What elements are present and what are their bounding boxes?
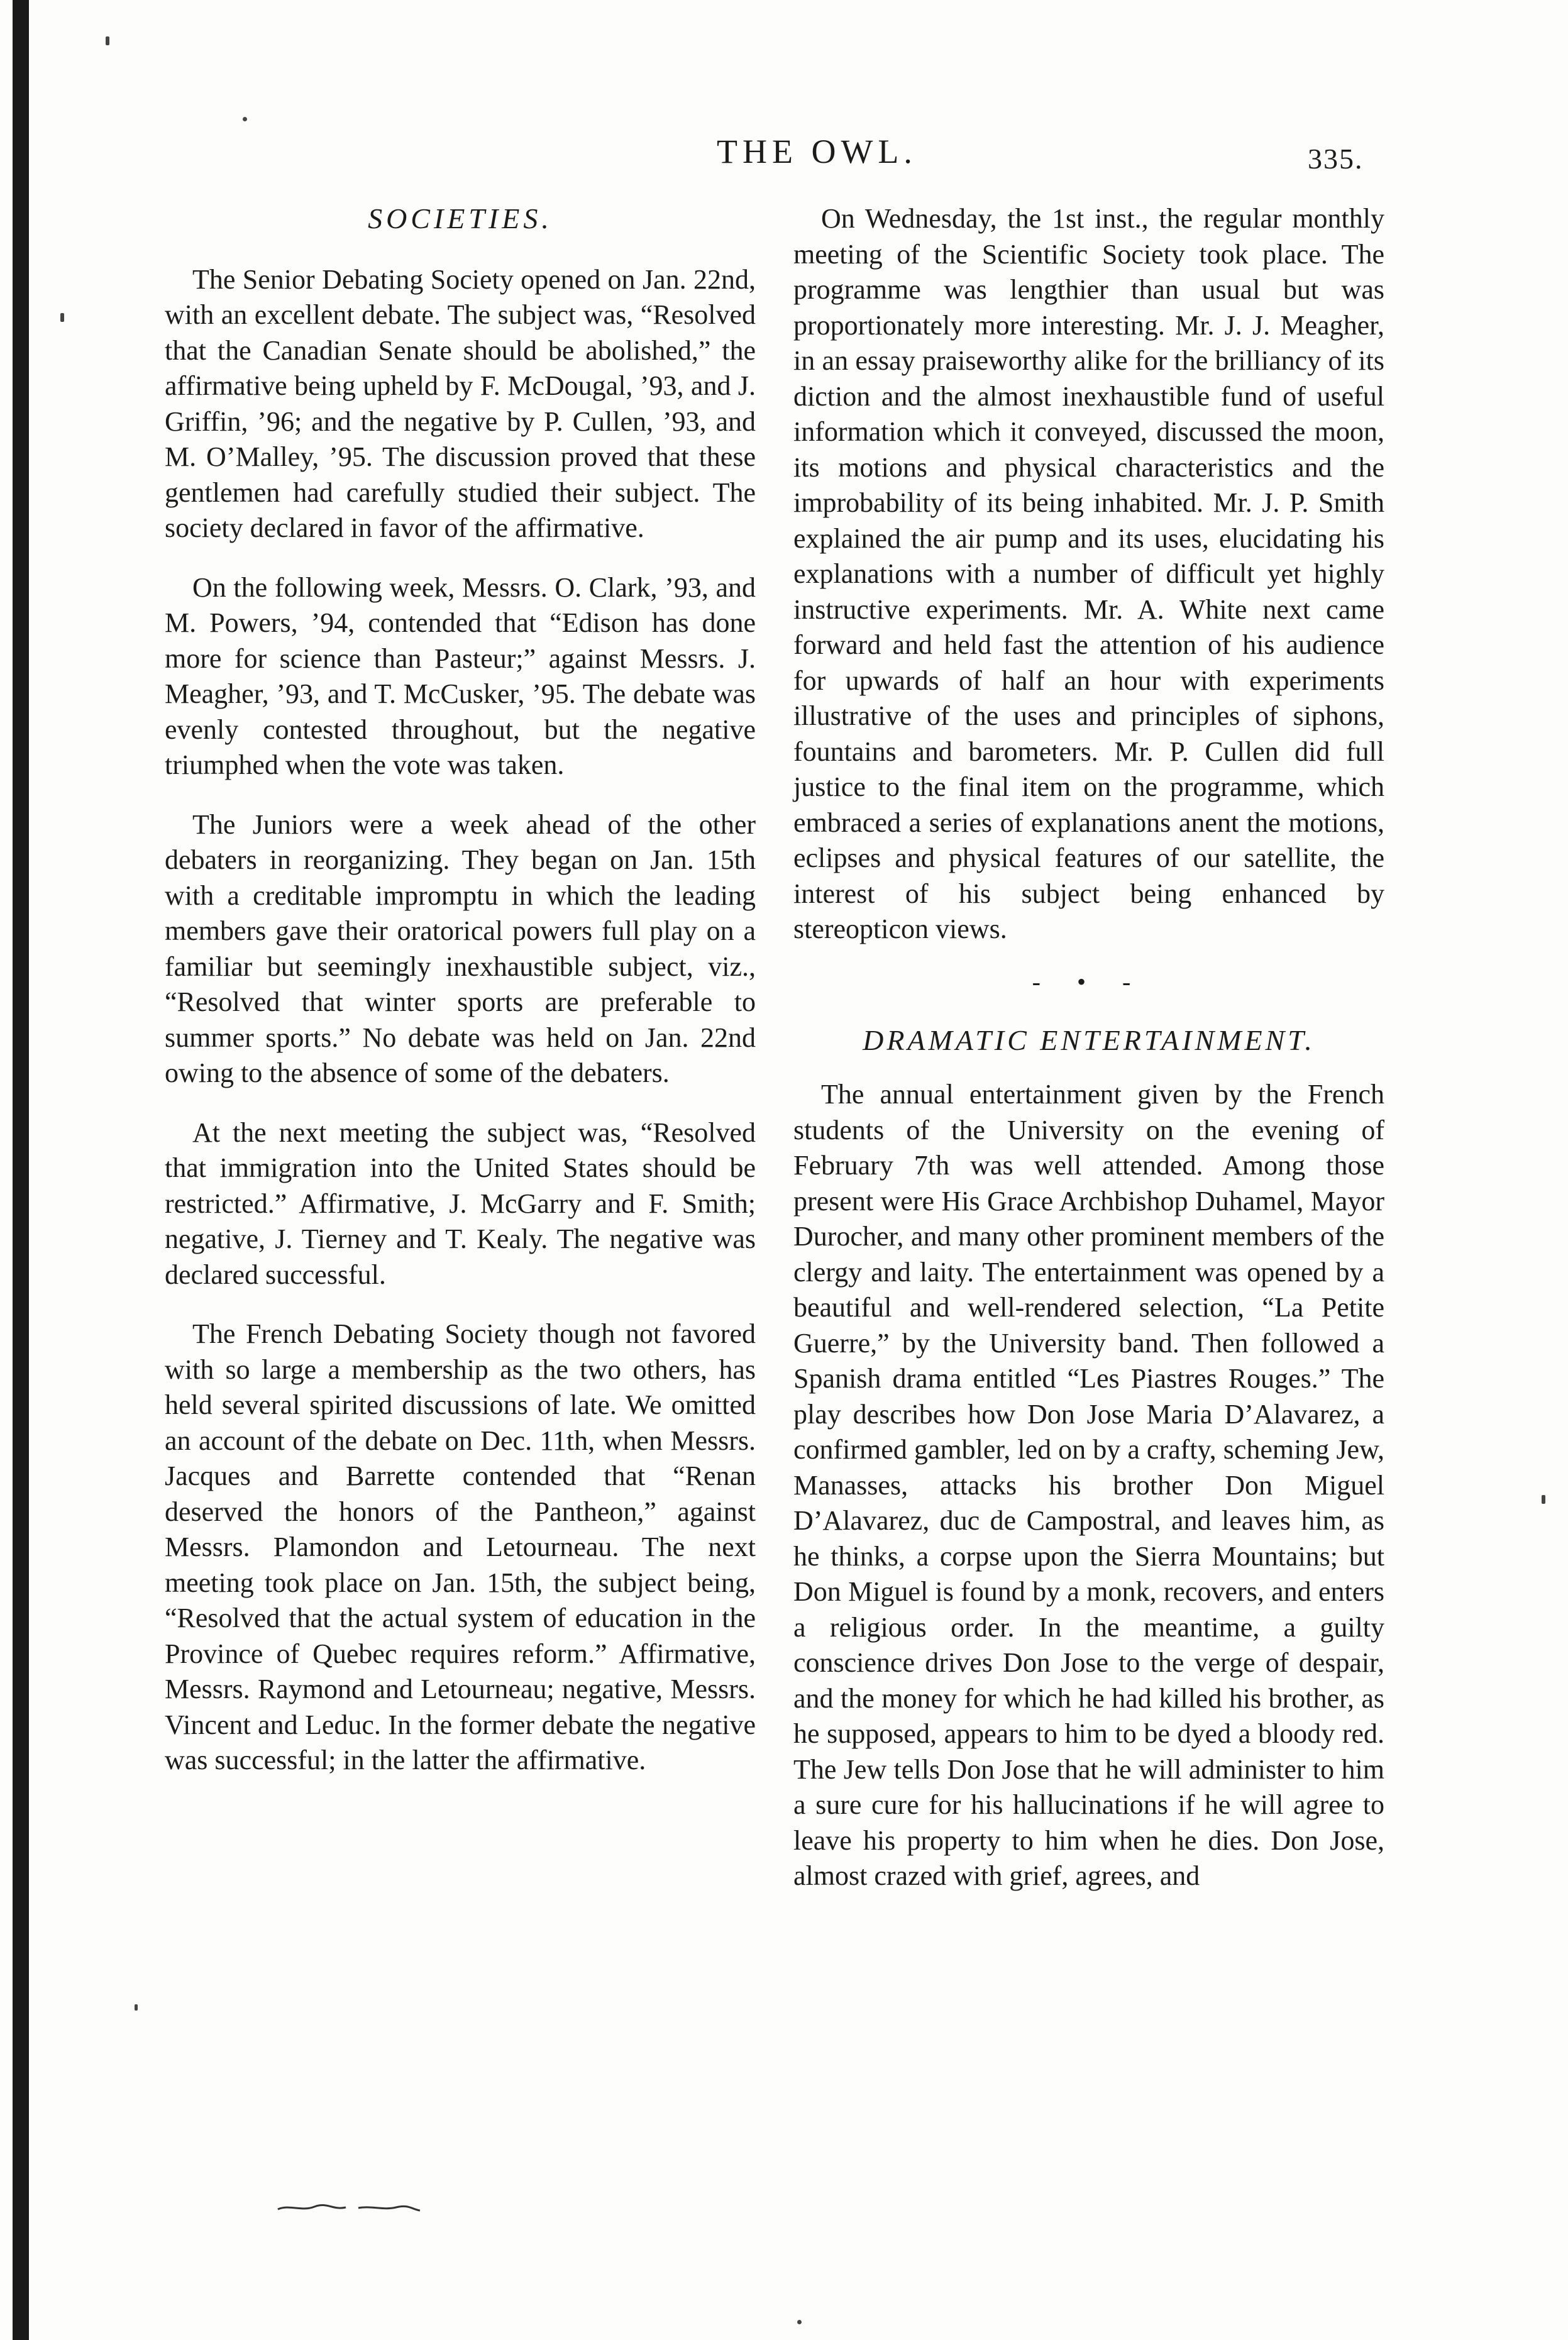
scan-speck — [243, 117, 247, 121]
scan-speck — [797, 2320, 802, 2324]
scan-speck — [1542, 1495, 1545, 1504]
scan-ink-smudge — [277, 2202, 421, 2214]
right-column — [793, 201, 1384, 1918]
page-number: 335. — [1308, 143, 1364, 175]
scan-speck — [135, 2004, 138, 2011]
scan-binding-edge — [13, 0, 29, 2340]
left-column — [165, 201, 756, 1802]
section-title-dramatic-entertainment: DRAMATIC ENTERTAINMENT. — [863, 1024, 1315, 1056]
article-paragraph: The French Debating Society though not favored with so large a membership as the two others, has held several spirited discussions of late. We omitted an account of the debate on Dec. 11th, when Messrs. Jacques and Barrette contended that “Renan deserved the honors of the Pantheon,” against Messrs. Plamondon and Letourneau. The next meeting took place on Jan. 15th, the subject being, “Resolved that the actual system of education in the Province of Quebec requires reform.” Affirmative, Messrs. Raymond and Letourneau; negative, Messrs. Vincent and Leduc. In the former debate the negative was successful; in the latter the affirmative. — [165, 1318, 756, 1775]
article-paragraph: The annual entertainment given by the French students of the University on the evening of February 7th was well attended. Among those present were His Grace Archbishop Duhamel, Mayor Durocher, and many other prominent members of the clergy and laity. The entertainment was opened by a beautiful and well-rendered selection, “La Petite Guerre,” by the University band. Then followed a Spanish drama entitled “Les Piastres Rouges.” The play describes how Don Jose Maria D’Alavarez, a confirmed gambler, led on by a crafty, scheming Jew, Manasses, attacks his brother Don Miguel D’Alavarez, duc de Campostral, and leaves him, as he thinks, a corpse upon the Sierra Mountains; but Don Miguel is found by a monk, recovers, and enters a religious order. In the meantime, a guilty conscience drives Don Jose to the verge of despair, and the money for which he had killed his brother, as he supposed, appears to him to be dyed a bloody red. The Jew tells Don Jose that he will administer to him a sure cure for his hallucinations if he will agree to leave his property to him when he dies. Don Jose, almost crazed with grief, agrees, and — [793, 1079, 1384, 1891]
article-paragraph: On Wednesday, the 1st inst., the regular monthly meeting of the Scientific Society took place. The programme was lengthier than usual but was proportionately more interesting. Mr. J. J. Meagher, in an essay praiseworthy alike for the brilliancy of its diction and the almost inexhaustible fund of useful information which it conveyed, discussed the moon, its motions and physical characteristics and the improbability of its being inhabited. Mr. J. P. Smith explained the air pump and its uses, elucidating his explanations with a number of difficult yet highly instructive experiments. Mr. A. White next came forward and held fast the attention of his audience for upwards of half an hour with experiments illustrative of the uses and principles of siphons, fountains and barometers. Mr. P. Cullen did full justice to the final item on the programme, which embraced a series of explanations anent the motions, eclipses and physical features of our satellite, the interest of his subject being enhanced by stereopticon views. — [793, 203, 1384, 944]
scan-speck — [106, 36, 109, 45]
article-paragraph: At the next meeting the subject was, “Resolved that immigration into the United States should be restricted.” Affirmative, J. McGarry and F. Smith; negative, J. Tierney and T. Kealy. The negative was declared successful. — [165, 1117, 756, 1290]
scan-speck — [60, 313, 64, 322]
article-paragraph: The Juniors were a week ahead of the other debaters in reorganizing. They began on Jan. 15th with a creditable impromptu in which the leading members gave their oratorical powers full play on a familiar but seemingly inexhaustible subject, viz., “Resolved that winter sports are preferable to summer sports.” No debate was held on Jan. 22nd owing to the absence of some of the debaters. — [165, 809, 756, 1088]
section-divider-ornament: - • - — [1032, 967, 1146, 996]
section-title-societies: SOCIETIES. — [368, 202, 553, 235]
running-header-title: THE OWL. — [717, 133, 917, 170]
article-paragraph: On the following week, Messrs. O. Clark, ’93, and M. Powers, ’94, contended that “Edison has done more for science than Pasteur;” against Messrs. J. Meagher, ’93, and T. McCusker, ’95. The debate was evenly contested throughout, but the negative triumphed when the vote was taken. — [165, 571, 756, 780]
article-paragraph: The Senior Debating Society opened on Jan. 22nd, with an excellent debate. The subject was, “Resolved that the Canadian Senate should be abolished,” the affirmative being upheld by F. McDougal, ’93, and J. Griffin, ’96; and the negative by P. Cullen, ’93, and M. O’Malley, ’95. The discussion proved that these gentlemen had carefully studied their subject. The society declared in favor of the affirmative. — [165, 263, 756, 543]
